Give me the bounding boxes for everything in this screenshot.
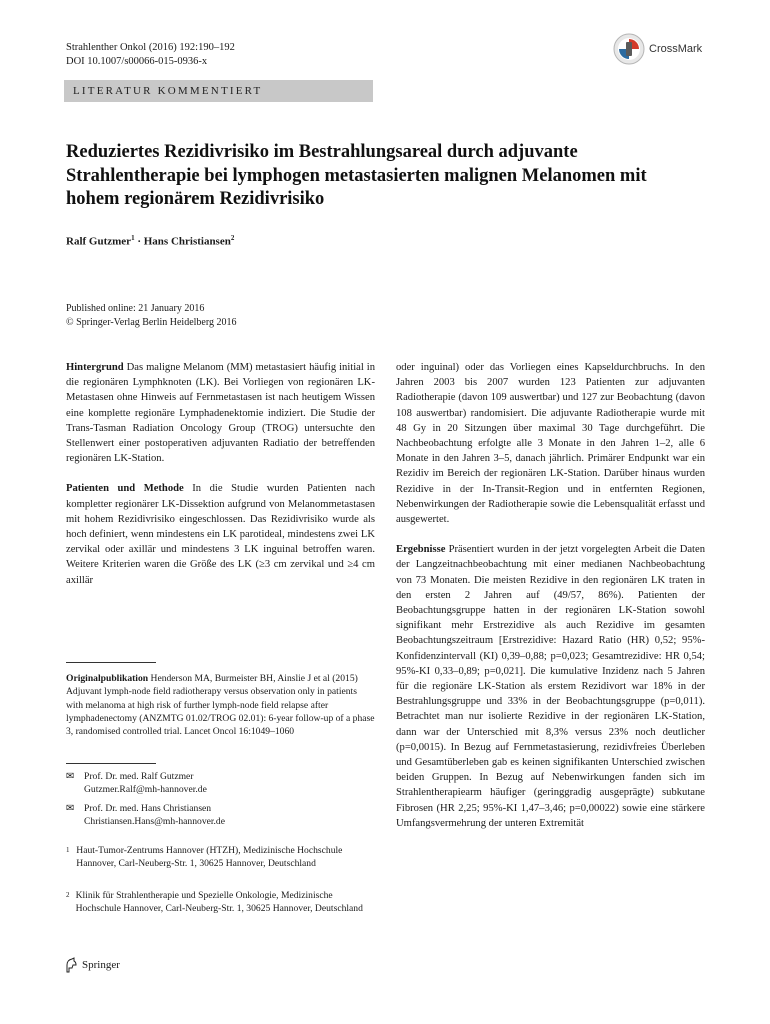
author-name: Hans Christiansen (143, 235, 231, 248)
article-title: Reduziertes Rezidivrisiko im Bestrahlungsareal durch adjuvante Strahlentherapie bei lymphogen metastasierten malignen Melanomen mit hohem regionärem Rezidivrisiko (66, 142, 647, 209)
affiliation-number: 1 (66, 846, 70, 854)
author-separator: · (134, 235, 144, 248)
paragraph-text: Das maligne Melanom (MM) metastasiert häufig initial in die regionären Lymphknoten (LK). Bei Vorliegen von regionären LK-Metastasen ohne Hinweis auf Fernmetastasen ist nach heutigem Wissen eine komplette regionäre Lymphadenektomie indiziert. Die Studie der Trans-Tasman Radiation Oncology Group (TROG) untersuchte den Stellenwert einer postoperativen adjuvanten Radiatio der betreffenden regionären LK-Station. (66, 362, 375, 465)
crossmark-label: CrossMark (649, 43, 703, 55)
publication-info (66, 302, 237, 329)
original-publication (66, 672, 375, 738)
right-column (396, 360, 705, 846)
section-label: LITERATUR KOMMENTIERT (64, 80, 373, 102)
author-line (66, 234, 234, 248)
paragraph-hintergrund (66, 360, 375, 466)
paragraph-methode (66, 481, 375, 587)
original-publication-heading: Originalpublikation (66, 673, 149, 684)
contact-name: Prof. Dr. med. Hans Christiansen (84, 803, 212, 814)
author-affiliation-mark: 1 (131, 234, 135, 242)
contact-email[interactable]: Gutzmer.Ralf@mh-hannover.de (84, 783, 207, 795)
contact-entry (66, 803, 366, 829)
original-publication-text: Henderson MA, Burmeister BH, Ainslie J et al (2015) Adjuvant lymph-node field radiotherapy versus observation only in patients with melanoma at high risk of further lymph-node field relapse after lymphadenectomy (ANZMTG 01.02/TROG 02.01): 6-year follow-up of a phase 3, randomised controlled trial. Lancet Oncol 16:1049–1060 (66, 673, 375, 738)
affiliation-text: Haut-Tumor-Zentrums Hannover (HTZH), Medizinische Hochschule Hannover, Carl-Neuberg-Str. 1, 30625 Hannover, Deutschland (76, 845, 343, 869)
section-heading: Ergebnisse (396, 544, 446, 556)
paragraph-text: Präsentiert wurden in der jetzt vorgelegten Arbeit die Daten der Langzeitnachbeobachtung mit einer medianen Nachbeobachtung von 73 Monaten. Die meisten Rezidive in den regionären LK traten in den ersten 2 Jahren auf (49/57, 86%). Patienten der Beobachtungsgruppe hatten in der regionären LK-Station sowohl signifikant mehr Erstrezidive als auch Rezidive im gesamten Beobachtungszeitraum [Erstrezidive: Hazard Ratio (HR) 0,52; 95%-Konfidenzintervall (KI) 0,39–0,88; p=0,023; Gesamtrezidive: HR 0,54; 95%-KI 0,33–0,89; p=0,021]. Die kumulative Inzidenz nach 5 Jahren für die regionäre LK-Station als erstem Rezidivort war 18% in der Bestrahlungsgruppe und 33% in der Beobachtungsgruppe (p=0,011). Betrachtet man nur isolierte Rezidive in der regionären LK-Station, dann war der Unterschied mit 8,3% versus 23% noch deutlicher (p=0,0015). In Bezug auf Fernmetastasierung, rezidivfreies Überleben und Gesamtüberleben gab es keinen signifikanten Unterschied zwischen beiden Gruppen. In Bezug auf Nebenwirkungen fanden sich im Strahlentherapiearm häufiger (geringgradig ausgeprägte) subkutane Fibrosen (HR 2,25; 95%-KI 1,47–3,46; p=0,00022) sowie eine stärkere Umfangsvermehrung der unteren Extremität (396, 544, 705, 829)
paragraph-methode-continued (396, 360, 705, 527)
springer-horse-icon (64, 957, 78, 973)
paragraph-text: In die Studie wurden Patienten nach kompletter regionärer LK-Dissektion aufgrund von Melanommetastasen mit hohem Rezidivrisiko eingeschlossen. Das Rezidivrisiko wurde als hoch definiert, wenn mindestens ein LK parotideal, mindestens zwei LK zervikal oder axillär und mindestens 3 LK inguinal betroffen waren. Weitere Kriterien waren die Größe des LK (≥3 cm zervikal und ≥4 cm axillär (66, 483, 375, 586)
envelope-icon: ✉ (66, 803, 75, 814)
author-name: Ralf Gutzmer (66, 235, 132, 248)
contact-entry (66, 771, 366, 797)
contact-name: Prof. Dr. med. Ralf Gutzmer (84, 771, 194, 782)
affiliation-text: Klinik für Strahlentherapie und Spezielle Onkologie, Medizinische Hochschule Hannover, Carl-Neuberg-Str. 1, 30625 Hannover, Deutschland (75, 890, 363, 914)
published-date: Published online: 21 January 2016 (66, 303, 205, 314)
affiliation-entry (66, 890, 366, 916)
author-affiliation-mark: 2 (230, 234, 235, 242)
paragraph-text: oder inguinal) oder das Vorliegen eines Kapseldurchbruchs. In den Jahren 2003 bis 2007 wurden 123 Patienten zur adjuvanten Radiotherapie (davon 109 auswertbar) und 127 zur Beobachtung (davon 108 auswertbar) randomisiert. Die adjuvante Radiotherapie wurde mit 48 Gy in 20 Sitzungen über maximal 30 Tage durchgeführt. Die Nachbeobachtung erfolgte alle 3 Monate in den Jahren 1–2, alle 6 Monate in den Jahren 3–5, danach jährlich. Primärer Endpunkt war ein Rezidiv im Bereich der regionären LK-Station. Darüber hinaus wurden Rezidive in der In-Transit-Region und in entfernten Regionen, Nebenwirkungen der Radiotherapie sowie die Lebensqualität erfasst und ausgewertet. (396, 362, 705, 526)
publisher-name: Springer (82, 959, 120, 971)
affiliation-number: 2 (66, 891, 70, 899)
paragraph-ergebnisse (396, 542, 705, 831)
left-column (66, 360, 375, 603)
footnote-rule (66, 662, 156, 663)
copyright: © Springer-Verlag Berlin Heidelberg 2016 (66, 316, 237, 328)
crossmark-icon (613, 33, 645, 65)
contact-rule (66, 763, 156, 764)
publisher-footer (64, 957, 120, 973)
journal-reference: Strahlenther Onkol (2016) 192:190–192 (66, 42, 235, 53)
section-heading: Hintergrund (66, 362, 124, 373)
doi: DOI 10.1007/s00066-015-0936-x (66, 56, 208, 67)
crossmark-badge[interactable] (613, 33, 702, 65)
section-heading: Patienten und Methode (66, 483, 184, 495)
affiliation-entry (66, 845, 366, 871)
contact-email[interactable]: Christiansen.Hans@mh-hannover.de (84, 815, 225, 827)
envelope-icon: ✉ (66, 771, 75, 782)
